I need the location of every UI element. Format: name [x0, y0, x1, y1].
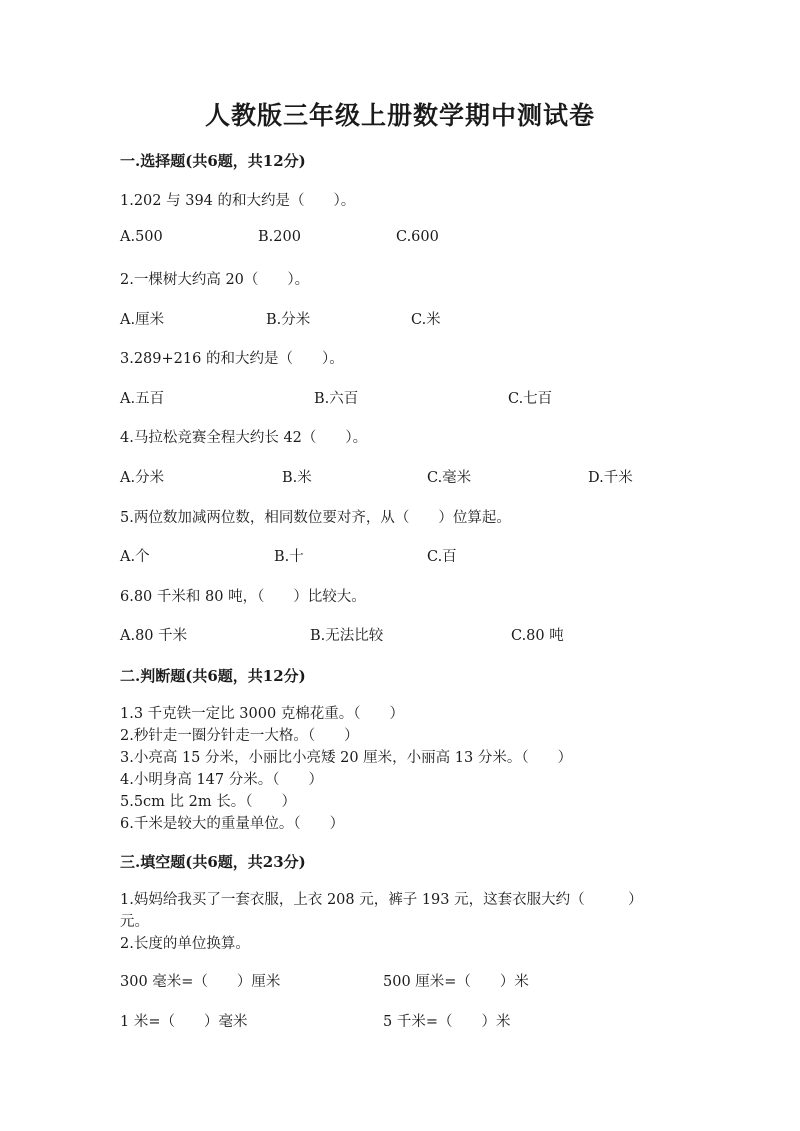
option-b: B.米 [282, 470, 312, 486]
option-b: B.无法比较 [310, 628, 384, 644]
section-heading-judgement: 二.判断题(共6题，共12分) [120, 667, 306, 685]
conversion-item: 1 米=（ ）毫米 [120, 1014, 248, 1030]
option-a: A.80 千米 [120, 628, 188, 644]
option-c: C.毫米 [427, 470, 472, 486]
judgement-item-4: 4.小明身高 147 分米。（ ） [120, 772, 323, 788]
question-4: 4.马拉松竞赛全程大约长 42（ ）。 [120, 430, 368, 446]
option-c: C.80 吨 [511, 628, 564, 644]
option-c: C.七百 [508, 391, 553, 407]
option-a: A.分米 [120, 470, 165, 486]
judgement-item-1: 1.3 千克铁一定比 3000 克棉花重。（ ） [120, 706, 405, 722]
question-6: 6.80 千米和 80 吨，（ ）比较大。 [120, 589, 366, 605]
fill-question-1-line-2: 元。 [120, 914, 149, 930]
option-b: B.200 [258, 229, 301, 245]
option-c: C.百 [427, 549, 457, 565]
question-1: 1.202 与 394 的和大约是（ ）。 [120, 193, 356, 209]
question-5: 5.两位数加减两位数，相同数位要对齐，从（ ）位算起。 [120, 510, 511, 526]
option-c: C.600 [396, 229, 439, 245]
question-2: 2.一棵树大约高 20（ ）。 [120, 272, 310, 288]
judgement-item-3: 3.小亮高 15 分米，小丽比小亮矮 20 厘米，小丽高 13 分米。（ ） [120, 750, 573, 766]
fill-question-1-line-1: 1.妈妈给我买了一套衣服，上衣 208 元，裤子 193 元，这套衣服大约（ ） [120, 892, 643, 908]
fill-question-2: 2.长度的单位换算。 [120, 936, 250, 952]
conversion-item: 300 毫米=（ ）厘米 [120, 974, 281, 990]
judgement-item-5: 5.5cm 比 2m 长。（ ） [120, 794, 296, 810]
conversion-item: 5 千米=（ ）米 [383, 1014, 511, 1030]
option-b: B.六百 [314, 391, 359, 407]
option-a: A.五百 [120, 391, 165, 407]
judgement-item-2: 2.秒针走一圈分针走一大格。（ ） [120, 728, 359, 744]
option-d: D.千米 [588, 470, 633, 486]
section-heading-choice: 一.选择题(共6题，共12分) [120, 152, 306, 170]
option-c: C.米 [411, 312, 441, 328]
option-b: B.分米 [266, 312, 311, 328]
page-title: 人教版三年级上册数学期中测试卷 [204, 101, 595, 130]
option-a: A.个 [120, 549, 150, 565]
option-b: B.十 [274, 549, 304, 565]
question-3: 3.289+216 的和大约是（ ）。 [120, 351, 344, 367]
section-heading-fill: 三.填空题(共6题，共23分) [120, 853, 306, 871]
conversion-item: 500 厘米=（ ）米 [383, 974, 529, 990]
option-a: A.厘米 [120, 312, 165, 328]
option-a: A.500 [120, 229, 163, 245]
judgement-item-6: 6.千米是较大的重量单位。（ ） [120, 816, 345, 832]
